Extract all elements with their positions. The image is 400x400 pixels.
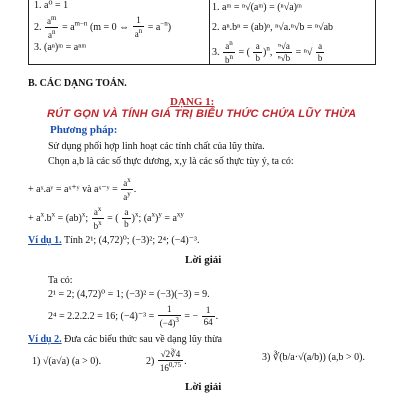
- rule-1: + aˣ.aʸ = aˣ⁺ʸ và aˣ⁻ʸ = $\frac{a^x}{a^y}$ .: [28, 176, 137, 202]
- table-left-row1: 1. a⁰ = 1: [34, 0, 69, 11]
- dang-label: DẠNG 1:: [170, 96, 215, 108]
- example-2: Ví dụ 2. Đưa các biểu thức sau về dạng lũy thừa: [28, 334, 222, 345]
- rule-2: + $a^x.b^x = (ab)^x$; $\frac{a^x}{b^x}$ = ( $\frac{a}{b}$ )$^x$; $(a^x)^y = a^{xy}$: [28, 205, 184, 231]
- example-2-item-1: 1) √(a√a) (a > 0).: [32, 356, 102, 367]
- solution-line-2: 2⁴ = 2.2.2.2 = 16; (−4)⁻³ = $\frac{1}{(-4)^3}$ = − $\frac{1}{64}$ .: [48, 304, 219, 328]
- method-heading: Phương pháp:: [50, 124, 118, 136]
- table-divider: [209, 0, 210, 64]
- solution-intro: Ta có:: [48, 275, 73, 286]
- table-right-row3: 3. $\frac{a^n}{b^n}$ = ( $\frac{a}{b}$ )$^n$, $\frac{\text{ⁿ√a}}{\text{ⁿ√b}}$ = ⁿ√ $\frac{a}{b}$: [212, 39, 323, 65]
- solution-line-1: 2¹ = 2; (4,72)⁰ = 1; (−3)² = (−3)(−3) = 9.: [48, 289, 210, 300]
- table-right-row2: 2. aⁿ.bⁿ = (ab)ⁿ, ⁿ√a.ⁿ√b = ⁿ√ab: [212, 22, 334, 33]
- dang-title: RÚT GỌN VÀ TÍNH GIÁ TRỊ BIỂU THỨC CHỨA LŨY THỪA: [47, 108, 357, 120]
- example-2-item-3: 3) ∛(b/a·√(a/b)) (a,b > 0).: [262, 352, 366, 363]
- table-right-row1: 1. aᵐ = ⁿ√(aᵐ) = (ⁿ√a)ᵐ: [212, 2, 302, 13]
- solution-heading-2: Lời giải: [185, 381, 222, 393]
- table-left-row2: 2. $\frac{a^m}{a^n}$ = $a^{m-n}$ (m = 0 ⇔ $\frac{1}{a^n}$ = $a^{-n}$): [34, 14, 172, 40]
- table-left-row3: 3. (aⁿ)ᵐ = aⁿᵐ: [34, 42, 87, 53]
- solution-heading-1: Lời giải: [185, 254, 222, 266]
- example-2-item-2: 2) $\frac{√2∛4}{16^{0,75}}$ .: [146, 349, 187, 373]
- section-heading: B. CÁC DẠNG TOÁN.: [28, 78, 127, 89]
- example-1: Ví dụ 1. Tính 2¹; (4,72)⁰; (−3)²; 2⁴; (−4)⁻³.: [28, 235, 200, 246]
- method-line-1: Sử dụng phối hợp linh hoạt các tính chất của lũy thừa.: [48, 141, 265, 152]
- method-line-2: Chọn a,b là các số thực dương, x,y là các số thực tùy ý, ta có:: [48, 156, 294, 167]
